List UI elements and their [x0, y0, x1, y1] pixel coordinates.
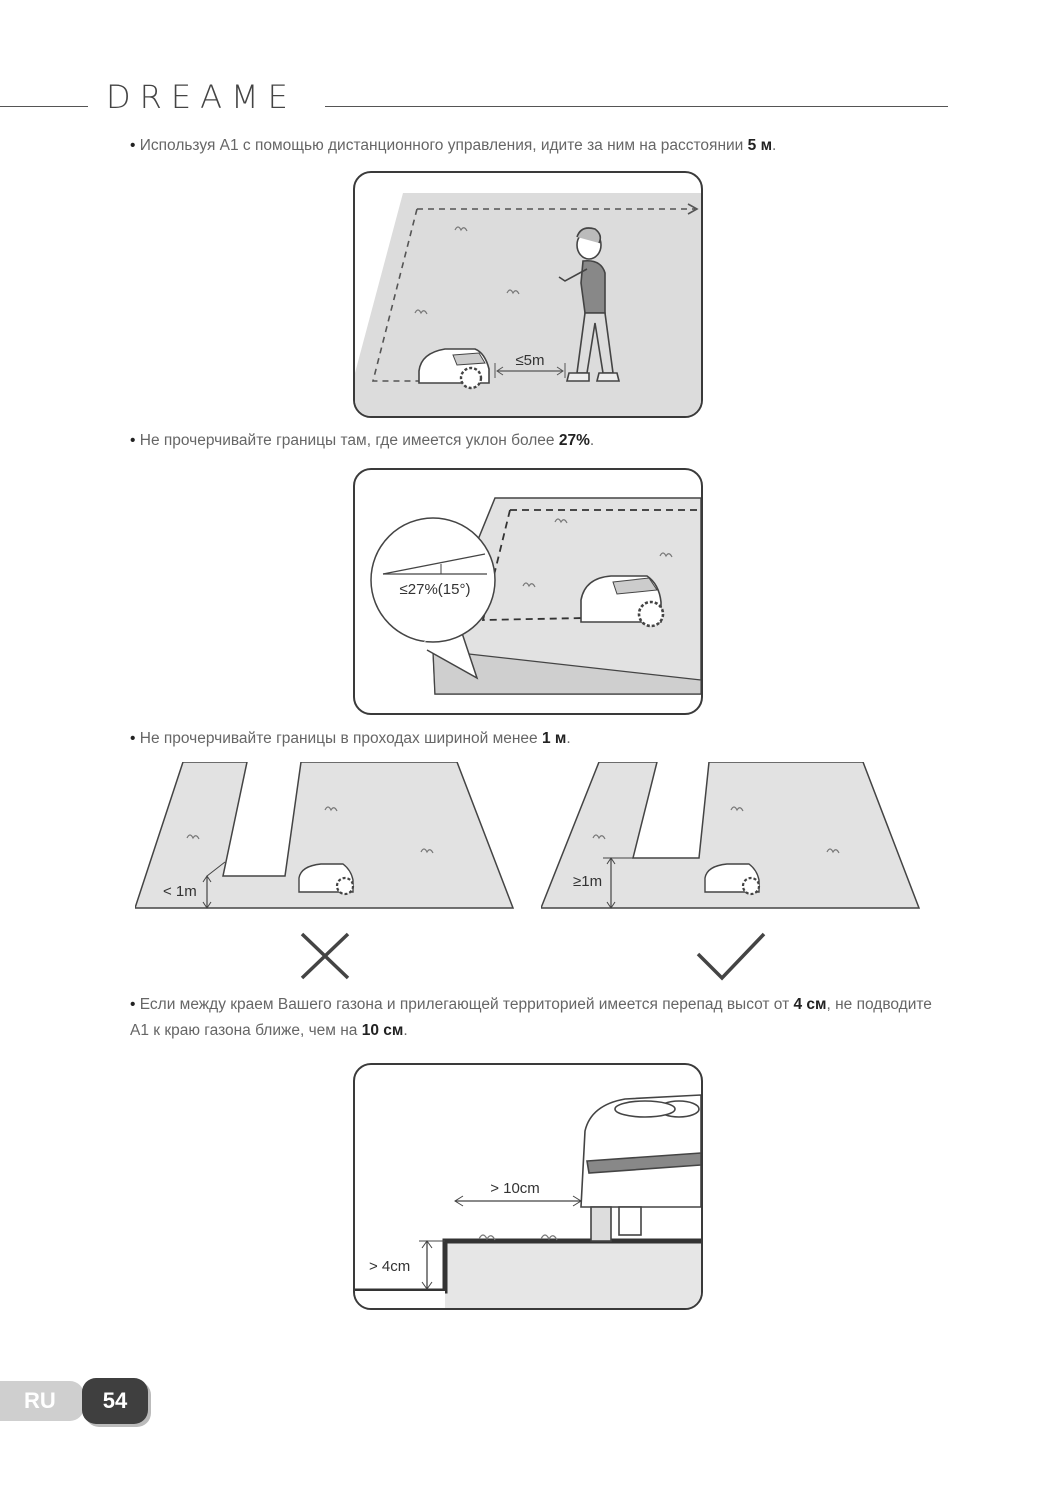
- mower-icon: [299, 864, 353, 894]
- instruction-passage: • Не прочерчивайте границы в проходах шириной менее 1 м.: [130, 730, 571, 747]
- mower-icon: [581, 576, 663, 626]
- follow-distance-label: ≤5m: [515, 352, 545, 369]
- figure-edge-height: [353, 1063, 703, 1310]
- edge-height-label: > 4cm: [369, 1258, 411, 1275]
- instruction-slope: • Не прочерчивайте границы там, где имеется уклон более 27%.: [130, 432, 595, 449]
- page-number: 54: [82, 1378, 148, 1424]
- figure-follow-distance: [353, 171, 703, 418]
- cross-icon: [298, 930, 352, 987]
- passage-bad-label: < 1m: [163, 883, 197, 900]
- dreame-logo: DREAME: [106, 78, 297, 116]
- edge-distance-label: > 10cm: [490, 1180, 540, 1197]
- passage-good-label: ≥1m: [573, 873, 603, 890]
- mower-icon: [705, 864, 759, 894]
- mower-icon: [419, 349, 489, 388]
- figure-passage-too-narrow: [135, 762, 515, 912]
- mower-icon: [581, 1095, 701, 1241]
- figure-passage-ok: [541, 762, 921, 912]
- language-tab: RU: [0, 1381, 84, 1421]
- figure-slope: [353, 468, 703, 715]
- slope-label: ≤27%(15°): [399, 581, 471, 598]
- header-rule-left: [0, 106, 88, 107]
- instruction-edge: • Если между краем Вашего газона и прилегающей территорией имеется перепад высот от 4 см, не подводите A1 к краю газона ближе, чем на 10 см.: [130, 996, 932, 1039]
- check-icon: [694, 930, 768, 987]
- header-rule-right: [325, 106, 948, 107]
- instruction-follow: • Используя A1 с помощью дистанционного управления, идите за ним на расстоянии 5 м.: [130, 137, 777, 154]
